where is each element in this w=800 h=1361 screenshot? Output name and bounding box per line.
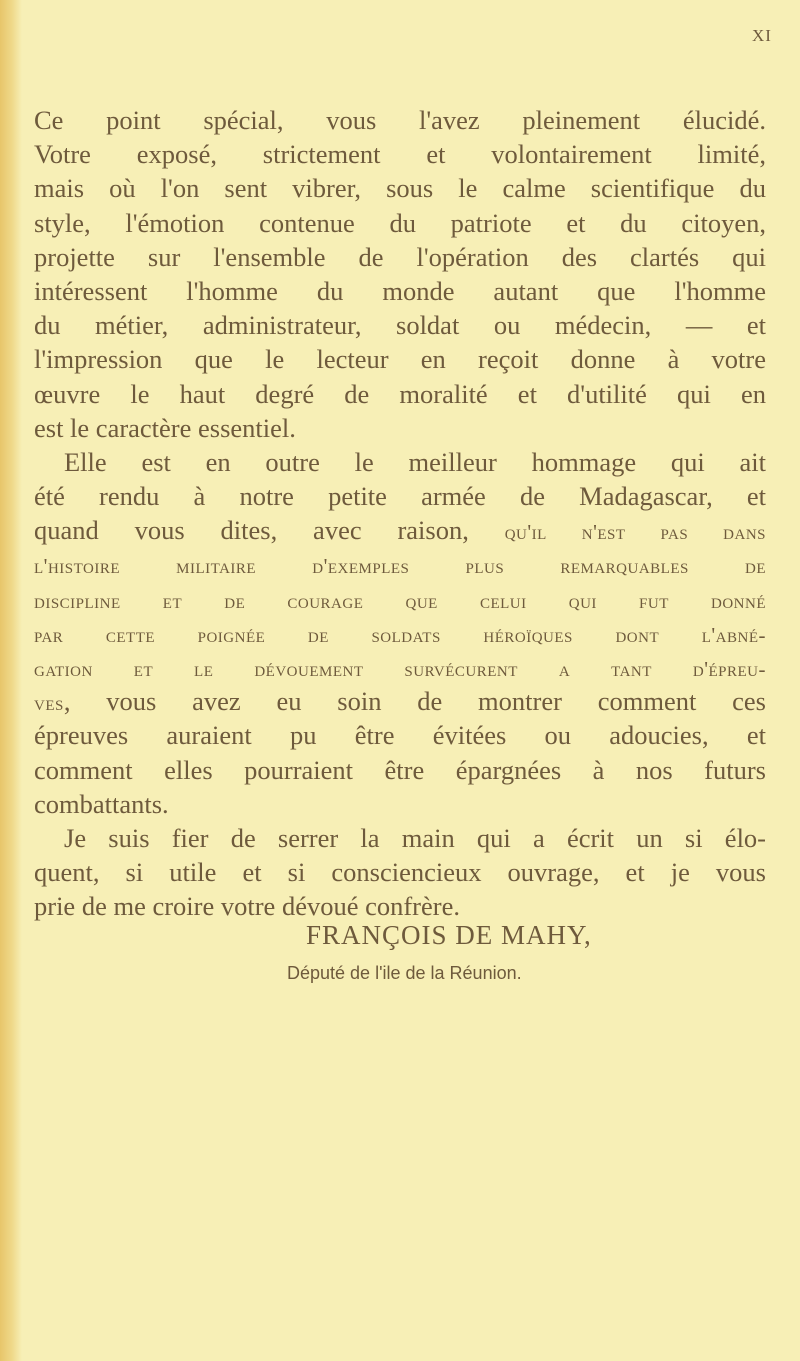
text-line: [34, 513, 766, 547]
body-text: Elle est en outre le meilleur hommage qui ait: [64, 446, 766, 477]
small-caps-text: discipline et de courage que celui qui fut donné: [34, 588, 766, 613]
text-line: [34, 787, 766, 821]
text-line: [34, 411, 766, 445]
text-line: [34, 650, 766, 684]
body-text: est le caractère essentiel.: [34, 412, 296, 443]
body-text: intéressent l'homme du monde autant que l'homme: [34, 275, 766, 306]
text-line: [34, 889, 766, 923]
letter-body: [34, 103, 766, 924]
text-line: [34, 308, 766, 342]
body-text: Votre exposé, strictement et volontairement limité,: [34, 139, 766, 170]
text-line: [34, 137, 766, 171]
body-text: , vous avez eu soin de montrer comment ces: [63, 686, 766, 717]
text-line: [34, 718, 766, 752]
text-line: [34, 547, 766, 581]
text-line: [34, 753, 766, 787]
body-text: Ce point spécial, vous l'avez pleinement élucidé.: [34, 105, 766, 135]
text-line: [34, 445, 766, 479]
text-line: [34, 274, 766, 308]
page-binding-edge: [0, 0, 22, 1361]
small-caps-text: par cette poignée de soldats héroïques dont l'abné-: [34, 622, 766, 647]
body-text: style, l'émotion contenue du patriote et du citoyen,: [34, 207, 766, 238]
body-text: du métier, administrateur, soldat ou médecin, — et: [34, 310, 766, 341]
text-line: [34, 616, 766, 650]
text-line: [34, 171, 766, 205]
small-caps-text: qu'il n'est pas dans: [504, 520, 766, 545]
body-text: été rendu à notre petite armée de Madagascar, et: [34, 481, 766, 512]
body-text: mais où l'on sent vibrer, sous le calme scientifique du: [34, 173, 766, 204]
body-text: épreuves auraient pu être évitées ou adoucies, et: [34, 720, 766, 751]
text-line: [34, 479, 766, 513]
text-line: [34, 821, 766, 855]
body-text: prie de me croire votre dévoué confrère.: [34, 891, 460, 922]
body-text: l'impression que le lecteur en reçoit donne à votre: [34, 344, 766, 375]
body-text: œuvre le haut degré de moralité et d'utilité qui en: [34, 378, 766, 409]
text-line: [34, 342, 766, 376]
text-line: [34, 206, 766, 240]
text-line: [34, 240, 766, 274]
signature: FRANÇOIS DE MAHY,: [306, 920, 592, 950]
body-text: quent, si utile et si consciencieux ouvrage, et je vous: [34, 857, 766, 888]
body-text: combattants.: [34, 788, 169, 819]
text-line: [34, 103, 766, 137]
text-line: [34, 684, 766, 718]
page-number: XI: [752, 26, 772, 45]
small-caps-text: gation et le dévouement survécurent a tant d'épreu-: [34, 657, 766, 681]
small-caps-text: l'histoire militaire d'exemples plus remarquables de: [34, 554, 766, 579]
text-line: [34, 377, 766, 411]
body-text: comment elles pourraient être épargnées à nos futurs: [34, 754, 766, 785]
small-caps-text: ves: [34, 691, 64, 716]
text-line: [34, 855, 766, 889]
signature-title: Député de l'ile de la Réunion.: [287, 963, 522, 983]
body-text: Je suis fier de serrer la main qui a écrit un si élo-: [64, 822, 766, 853]
body-text: projette sur l'ensemble de l'opération des clartés qui: [34, 241, 766, 272]
text-line: [34, 582, 766, 616]
body-text: quand vous dites, avec raison,: [34, 515, 505, 546]
